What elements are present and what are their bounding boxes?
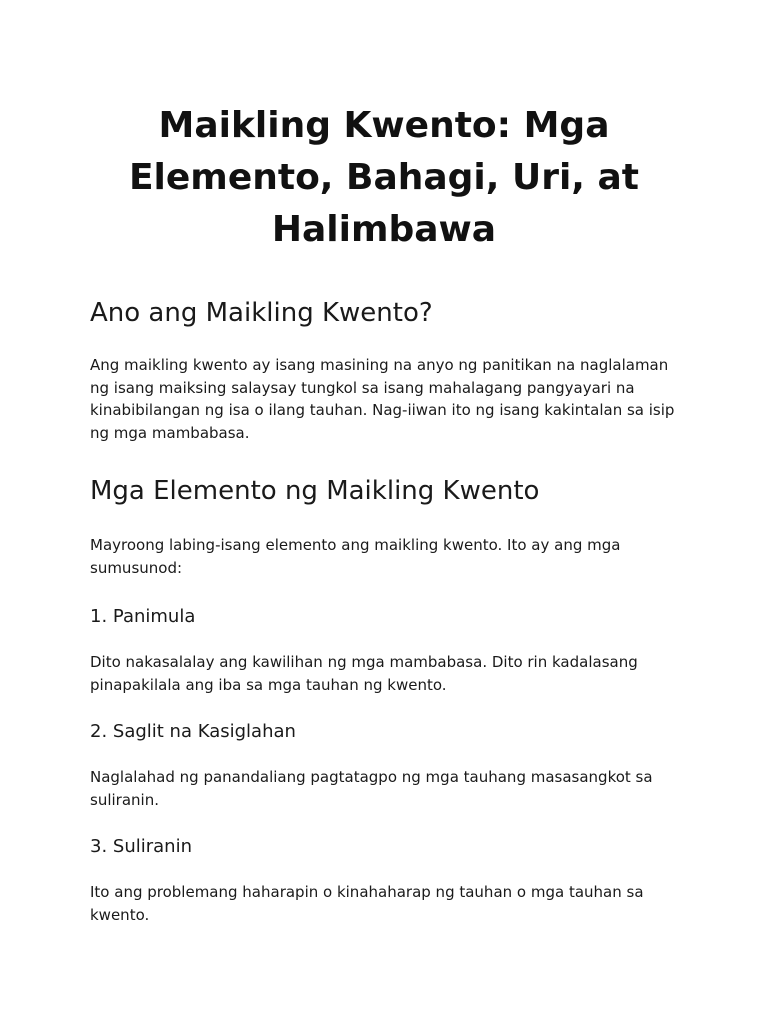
element-paragraph-saglit-na-kasiglahan: Naglalahad ng panandaliang pagtatagpo ng mga tauhang masasangkot sa suliranin. [90,768,653,809]
element-paragraph-suliranin: Ito ang problemang haharapin o kinahaharap ng tauhan o mga tauhan sa kwento. [90,883,644,924]
element-heading-panimula: 1. Panimula [90,606,196,627]
section-paragraph-ano: Ang maikling kwento ay isang masining na anyo ng panitikan na naglalaman ng isang maiksing salaysay tungkol sa isang mahalagang pangyayari na kinabibilangan ng isa o ilang tauhan. Nag-iiwan ito ng isang kakintalan sa isip ng mga mambabasa. [90,356,675,442]
element-heading-suliranin: 3. Suliranin [90,836,192,857]
element-paragraph-panimula: Dito nakasalalay ang kawilihan ng mga mambabasa. Dito rin kadalasang pinapakilala ang iba sa mga tauhan ng kwento. [90,653,638,694]
section-heading-elemento: Mga Elemento ng Maikling Kwento [90,476,540,506]
document-title: Maikling Kwento: Mga Elemento, Bahagi, Uri, at Halimbawa [128,105,640,250]
section-paragraph-elemento: Mayroong labing-isang elemento ang maikling kwento. Ito ay ang mga sumusunod: [90,536,621,577]
section-heading-ano: Ano ang Maikling Kwento? [90,298,433,328]
element-heading-saglit-na-kasiglahan: 2. Saglit na Kasiglahan [90,721,296,742]
